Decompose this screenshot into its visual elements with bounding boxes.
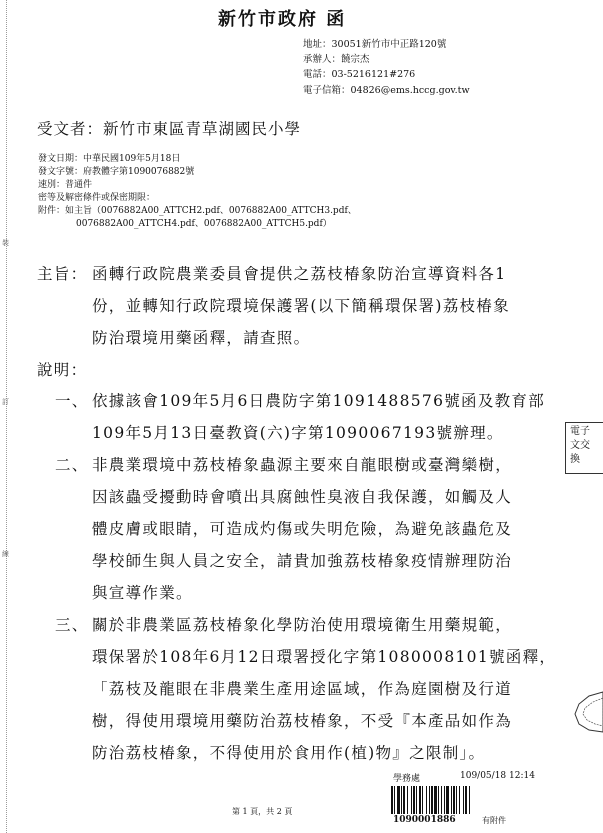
barcode-bar [463,786,464,814]
subject-label: 主旨： [37,265,88,283]
confidentiality: 密等及解密條件或保密期限： [38,193,156,203]
barcode-bar [465,786,467,814]
item-line: 非農業環境中荔枝椿象蟲源主要來自龍眼樹或臺灣欒樹， [92,456,513,474]
item-line: 依據該會109年5月6日農防字第1091488576號函及教育部 [92,392,546,410]
barcode-bar [456,786,457,814]
item-line: 體皮膚或眼睛，可造成灼傷或失明危險，為避免該蟲危及 [92,520,513,538]
subject-line: 防治環境用藥函釋，請查照。 [92,329,311,347]
barcode-bar [459,786,460,814]
item-marker: 三、 [55,616,89,634]
subject-line: 函轉行政院農業委員會提供之荔枝椿象防治宣導資料各1 [92,265,507,283]
barcode-bar [469,786,470,814]
explanation-label: 說明： [37,361,88,379]
barcode-bar [453,786,455,814]
seal-text: 換 [570,454,580,465]
barcode-number: 1090001886 [393,815,456,825]
barcode-bar [438,786,439,814]
speed: 速別：普通件 [38,180,93,190]
contact-person: 承辦人：饒宗杰 [303,54,370,65]
seal-text: 電子 [570,426,590,437]
item-marker: 二、 [55,456,89,474]
barcode-bar [451,786,452,814]
issue-number: 發文字號：府教體字第1090076882號 [38,167,195,177]
item-line: 因該蟲受擾動時會噴出具腐蝕性臭液自我保護，如觸及人 [92,488,513,506]
barcode-bar [397,786,400,814]
barcode-bar [441,786,442,814]
page-number: 第 1 頁，共 2 頁 [232,807,293,816]
receipt-time: 109/05/18 12:14 [460,771,535,781]
item-line: 學校師生與人員之安全，請貴加強荔枝椿象疫情辦理防治 [92,552,513,570]
round-seal-icon [573,690,603,734]
issue-date: 發文日期：中華民國109年5月18日 [38,154,181,164]
seal-text: 文交 [570,440,590,451]
item-line: 109年5月13日臺教資(六)字第1090067193號辦理。 [92,424,504,442]
barcode-bar [411,786,412,814]
barcode-bar [422,786,423,814]
item-line: 關於非農業區荔枝椿象化學防治使用環境衛生用藥規範， [92,616,513,634]
barcode-bar [434,786,437,814]
barcode-bar [446,786,449,814]
subject-line: 份，並轉知行政院環境保護署(以下簡稱環保署)荔枝椿象 [92,297,510,315]
attachment-flag: 有附件 [482,816,506,825]
item-line: 與宣導作業。 [92,584,193,602]
phone: 電話：03-5216121#276 [303,69,416,80]
barcode-bar [391,786,393,814]
barcode-bar [413,786,415,814]
address-line: 地址：30051新竹市中正路120號 [303,39,447,50]
barcode-bar [426,786,427,814]
binding-line [6,0,7,833]
barcode-bar [416,786,417,814]
barcode-bar [419,786,421,814]
binding-mark: 線 [2,550,9,558]
barcode-bar [401,786,402,814]
barcode-bar [403,786,405,814]
barcode-bar [429,786,430,814]
document-title: 新竹市政府 函 [218,9,347,30]
item-line: 樹，得使用環境用藥防治荔枝椿象，不受『本產品如作為 [92,712,513,730]
email: 電子信箱：04826@ems.hccg.gov.tw [303,85,470,96]
barcode-bar [407,786,408,814]
item-line: 「荔枝及龍眼在非農業生產用途區域，作為庭園樹及行道 [92,680,513,698]
binding-mark: 裝 [2,239,9,247]
item-line: 環保署於108年6月12日環署授化字第1080008101號函釋， [92,648,557,666]
barcode [391,786,496,814]
item-marker: 一、 [55,392,89,410]
barcode-bar [444,786,445,814]
recipient: 受文者：新竹市東區青草湖國民小學 [37,120,302,138]
barcode-bar [431,786,433,814]
item-line: 防治荔枝椿象，不得使用於食用作(植)物』之限制」。 [92,744,486,762]
electronic-exchange-seal [565,422,603,474]
barcode-bar [394,786,395,814]
binding-mark: 訂 [2,398,9,406]
attachments-cont: 0076882A00_ATTCH4.pdf、0076882A00_ATTCH5.pdf） [76,219,332,229]
attachments: 附件：如主旨（0076882A00_ATTCH2.pdf、0076882A00_ATTCH3.pdf、 [38,206,357,216]
receipt-unit: 學務處 [393,774,421,784]
